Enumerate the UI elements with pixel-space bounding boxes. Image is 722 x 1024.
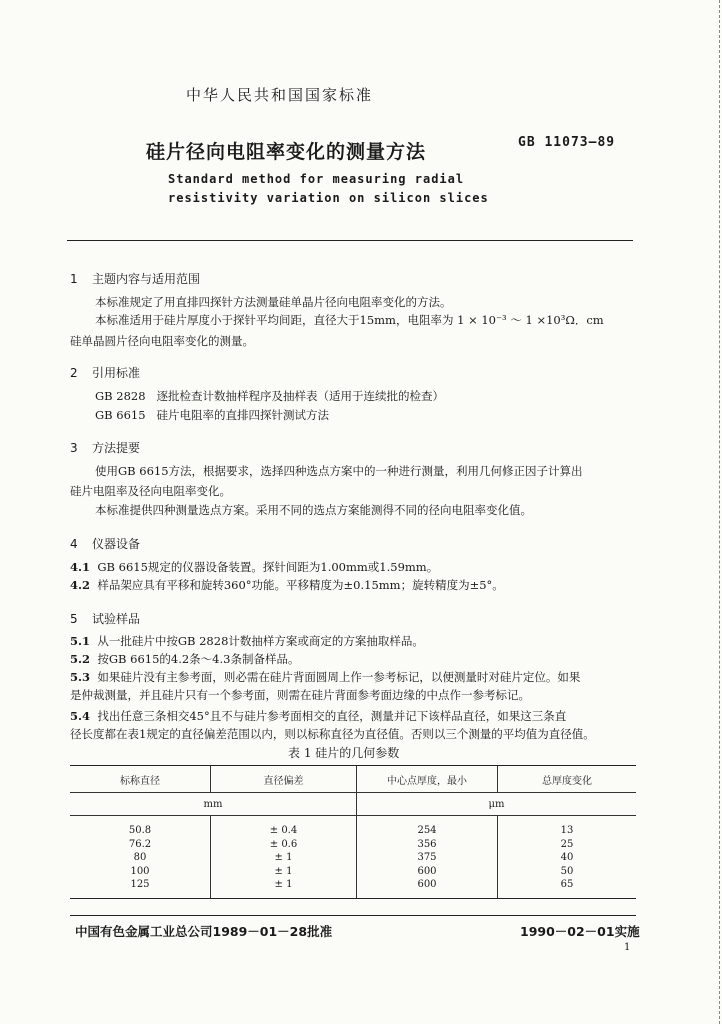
column-header-center-thickness: 中心点厚度，最小 — [357, 766, 498, 793]
clause-5-4 — [70, 707, 566, 725]
section-title: 仪器设备 — [92, 537, 141, 551]
approval-statement: 中国有色金属工业总公司1989－01－28批准 — [75, 924, 333, 939]
table-cell: ± 0.6 — [269, 838, 298, 850]
section-3-paragraph-1: 使用GB 6615方法，根据要求，选择四种选点方案中的一种进行测量，利用几何修正因子计算出 — [95, 464, 583, 478]
reference-code: GB 6615 — [95, 408, 146, 422]
table-cell: 65 — [560, 879, 574, 890]
section-4-heading — [70, 535, 140, 552]
table-cell: ± 0.4 — [269, 825, 298, 836]
section-2-heading — [70, 364, 140, 381]
section-title: 方法提要 — [92, 441, 141, 455]
standard-number: GB 11073—89 — [518, 135, 616, 150]
clause-4-2 — [70, 576, 504, 594]
table-cell: 13 — [560, 825, 574, 836]
implementation-date: 1990－02－01实施 — [520, 924, 640, 939]
clause-number: 4.2 — [70, 578, 91, 592]
table-cell: 100 — [130, 865, 150, 877]
table-cell: 40 — [560, 852, 574, 863]
table-data-row — [70, 816, 636, 899]
footer-divider — [70, 915, 636, 916]
national-standard-heading: 中华人民共和国国家标准 — [186, 86, 374, 104]
clause-5-3-continuation: 是仲裁测量，并且硅片只有一个参考面，则需在硅片背面参考面边缘的中点作一参考标记。 — [70, 688, 530, 702]
section-1-paragraph-3: 硅单晶圆片径向电阻率变化的测量。 — [70, 334, 254, 348]
table-cell: 600 — [417, 865, 437, 877]
table-cell: 254 — [417, 825, 437, 836]
clause-5-1 — [70, 632, 424, 650]
document-title-chinese: 硅片径向电阻率变化的测量方法 — [146, 141, 427, 163]
reference-code: GB 2828 — [95, 389, 146, 403]
column-header-diameter-tolerance: 直径偏差 — [211, 766, 357, 793]
table-cell: 356 — [417, 838, 437, 850]
clause-5-4-continuation: 径长度都在表1规定的直径偏差范围以内，则以标称直径为直径值。否则以三个测量的平均值为直径值。 — [70, 727, 595, 741]
header-divider — [67, 240, 633, 241]
clause-number: 5.2 — [70, 652, 91, 666]
table-header-row — [70, 766, 636, 793]
table-cell: 80 — [133, 852, 147, 863]
clause-text: GB 6615规定的仪器设备装置。探针间距为1.00mm或1.59mm。 — [97, 560, 439, 574]
section-3-paragraph-2: 硅片电阻率及径向电阻率变化。 — [70, 484, 231, 498]
nominal-diameter-cell — [70, 816, 211, 899]
table-cell: 600 — [417, 879, 437, 890]
clause-number: 5.3 — [70, 670, 91, 684]
clause-5-2 — [70, 650, 299, 668]
section-1-paragraph-2: 本标准适用于硅片厚度小于探针平均间距，直径大于15mm，电阻率为 1 × 10⁻³ ～ 1 ×10³Ω．cm — [95, 313, 604, 327]
clause-text: 如果硅片没有主参考面，则必需在硅片背面圆周上作一参考标记，以便测量时对硅片定位。如果 — [97, 670, 581, 684]
total-thickness-variation-cell — [498, 816, 637, 899]
page-edge-dashed-line — [719, 0, 720, 1024]
table-cell: 50.8 — [128, 825, 152, 836]
document-title-english-line2: resistivity variation on silicon slices — [168, 191, 489, 205]
clause-number: 5.4 — [70, 709, 91, 723]
center-thickness-cell — [357, 816, 498, 899]
table-cell: 25 — [560, 838, 574, 850]
diameter-tolerance-cell — [211, 816, 357, 899]
section-3-paragraph-3: 本标准提供四种测量选点方案。采用不同的选点方案能测得不同的径向电阻率变化值。 — [95, 503, 532, 517]
table-cell: ± 1 — [274, 852, 293, 863]
section-title: 试验样品 — [92, 612, 141, 626]
clause-text: 按GB 6615的4.2条～4.3条制备样品。 — [97, 652, 300, 666]
table-cell: 125 — [130, 879, 150, 890]
section-number: 2 — [70, 366, 78, 380]
table-cell: ± 1 — [274, 879, 293, 890]
table-cell: ± 1 — [274, 865, 293, 877]
section-number: 1 — [70, 272, 78, 286]
section-title: 主题内容与适用范围 — [92, 272, 201, 286]
clause-text: 样品架应具有平移和旋转360°功能。平移精度为±0.15mm；旋转精度为±5°。 — [97, 578, 504, 592]
section-number: 5 — [70, 612, 78, 626]
clause-4-1 — [70, 558, 438, 576]
section-number: 3 — [70, 441, 78, 455]
section-5-heading — [70, 610, 140, 627]
table-caption: 表 1 硅片的几何参数 — [288, 746, 400, 760]
section-1-heading — [70, 270, 200, 287]
table-units-row — [70, 793, 636, 816]
clause-text: 找出任意三条相交45°且不与硅片参考面相交的直径，测量并记下该样品直径，如果这三条直 — [97, 709, 567, 723]
section-title: 引用标准 — [92, 366, 141, 380]
unit-mm: mm — [70, 793, 357, 816]
document-title-english-line1: Standard method for measuring radial — [168, 172, 465, 186]
table-cell: 76.2 — [128, 838, 152, 850]
reference-gb2828 — [95, 387, 444, 405]
unit-um: μm — [357, 793, 637, 816]
geometry-parameters-table — [70, 765, 636, 899]
reference-title: 逐批检查计数抽样程序及抽样表（适用于连续批的检查） — [156, 389, 445, 403]
reference-gb6615 — [95, 406, 329, 424]
column-header-nominal-diameter: 标称直径 — [70, 766, 211, 793]
clause-5-3 — [70, 668, 580, 686]
section-3-heading — [70, 439, 140, 456]
table-cell: 375 — [417, 852, 437, 863]
clause-number: 4.1 — [70, 560, 91, 574]
table-cell: 50 — [560, 865, 574, 877]
section-1-paragraph-1: 本标准规定了用直排四探针方法测量硅单晶片径向电阻率变化的方法。 — [95, 295, 452, 309]
reference-title: 硅片电阻率的直排四探针测试方法 — [156, 408, 330, 422]
clause-text: 从一批硅片中按GB 2828计数抽样方案或商定的方案抽取样品。 — [97, 634, 424, 648]
clause-number: 5.1 — [70, 634, 91, 648]
column-header-total-thickness-variation: 总厚度变化 — [498, 766, 637, 793]
page-number: 1 — [624, 942, 631, 953]
section-number: 4 — [70, 537, 78, 551]
